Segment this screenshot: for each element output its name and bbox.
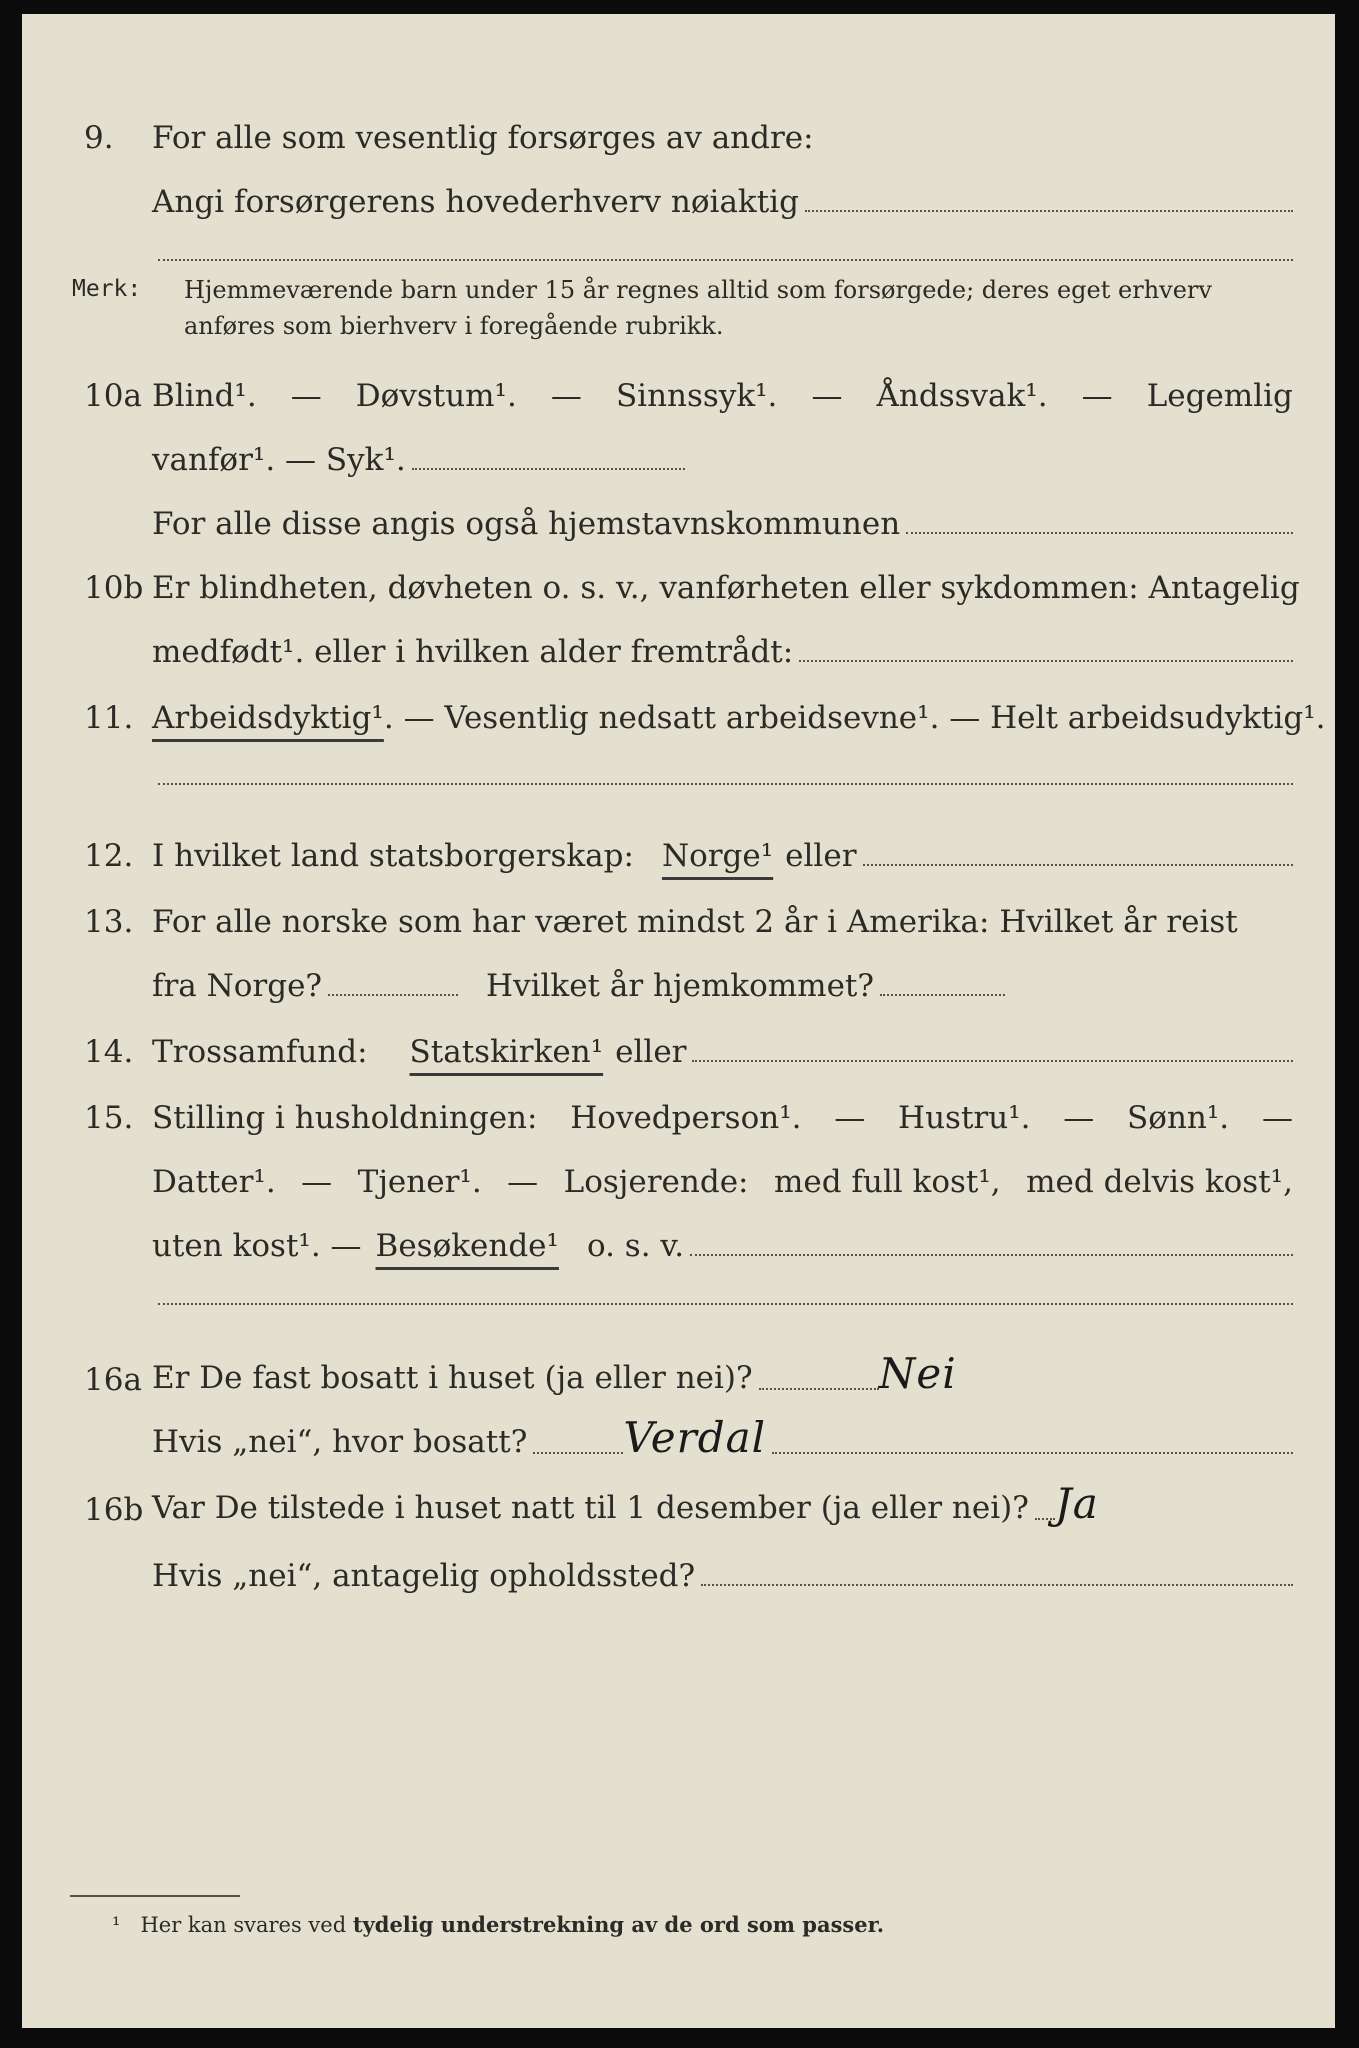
q14-line (22, 1016, 1335, 1076)
q16a-answer-field[interactable] (759, 1388, 879, 1390)
dash: — (834, 1100, 866, 1136)
q16a-line2 (22, 1408, 1335, 1468)
q15-losjerende-label: Losjerende: (563, 1164, 749, 1200)
q16a-line1 (22, 1344, 1335, 1404)
q16b-opholdssted-label: Hvis „nei“, antagelig opholdssted? (152, 1558, 696, 1594)
dash: — (550, 378, 582, 414)
opt-sonn[interactable]: Sønn¹. (1127, 1100, 1230, 1136)
q9-answer-field[interactable] (805, 210, 1293, 212)
dash: — (1063, 1100, 1095, 1136)
q9-text1 (152, 120, 1293, 156)
q16a-bosatt-field-start[interactable] (533, 1452, 623, 1454)
q13-question: For alle norske som har været mindst 2 år i Amerika: Hvilket år reist (152, 904, 1238, 940)
q16b-line2 (22, 1540, 1335, 1600)
q10a-number: 10a (84, 378, 142, 414)
merk-label: Merk: (72, 276, 142, 302)
opt-dovstum[interactable]: Døvstum¹. (355, 378, 517, 414)
q13-hjemkommet-label: Hvilket år hjemkommet? (486, 968, 875, 1004)
q16b-text1 (152, 1479, 1295, 1528)
q16b-question: Var De tilstede i huset natt til 1 desember (ja eller nei)? (152, 1490, 1029, 1526)
dash: — (301, 1164, 333, 1200)
q16a-bosatt-label: Hvis „nei“, hvor bosatt? (152, 1424, 528, 1460)
q14-other-field[interactable] (692, 1060, 1293, 1062)
dash: — (507, 1164, 539, 1200)
opt-full-kost[interactable]: med full kost¹, (773, 1164, 1001, 1200)
q15-line2 (22, 1146, 1335, 1206)
q9-label-hovederhverv: Angi forsørgerens hovederhverv nøiaktig (152, 184, 799, 220)
opt-delvis-kost[interactable]: med delvis kost¹, (1026, 1164, 1293, 1200)
q13-reist-label: fra Norge? (152, 968, 323, 1004)
q16b-opholdssted-field[interactable] (701, 1584, 1293, 1586)
opt-vanfor-syk[interactable]: vanfør¹. — Syk¹. (152, 442, 406, 478)
q10a-text3 (152, 506, 1293, 542)
q14-eller: eller (615, 1034, 687, 1070)
footnote-text-b: tydelig understrekning av de ord som passer. (352, 1912, 885, 1937)
q14-label: Trossamfund: (152, 1034, 368, 1070)
q10a-hjemstavn-field[interactable] (906, 532, 1293, 534)
opt-norge-selected[interactable]: Norge¹ (661, 838, 774, 874)
dash: — (290, 378, 322, 414)
q12-other-field[interactable] (863, 864, 1293, 866)
q16a-bosatt-field[interactable] (772, 1452, 1293, 1454)
footnote-rule (70, 1895, 240, 1897)
census-form-page (22, 14, 1335, 2028)
q13-line1 (22, 886, 1335, 946)
q10b-line2 (22, 616, 1335, 676)
q15-other-field[interactable] (690, 1254, 1293, 1256)
q13-text1 (152, 904, 1293, 940)
dash: — (811, 378, 843, 414)
merk-line1: Hjemmeværende barn under 15 år regnes alltid som forsørgede; deres eget erhverv (184, 276, 1212, 304)
q15-label: Stilling i husholdningen: (152, 1100, 538, 1136)
q12-text (152, 838, 1293, 874)
opt-datter[interactable]: Datter¹. (152, 1164, 276, 1200)
q11-text (152, 700, 1326, 736)
q10b-answer-field[interactable] (799, 660, 1293, 662)
q15-line1 (22, 1082, 1335, 1142)
q9-question: For alle som vesentlig forsørges av andre: (152, 120, 814, 156)
opt-blind[interactable]: Blind¹. (152, 378, 257, 414)
q10b-number: 10b (84, 570, 144, 606)
q10a-text2 (152, 442, 685, 478)
q10a-options (152, 378, 1293, 414)
q11-line (22, 682, 1335, 742)
q16b-answer-field[interactable] (1035, 1518, 1055, 1520)
q16a-text1 (152, 1349, 1085, 1398)
q15-text1 (152, 1100, 1293, 1136)
q11-number: 11. (84, 700, 134, 736)
q15-number: 15. (84, 1100, 134, 1136)
q14-text (152, 1034, 1293, 1070)
q9-text2 (152, 184, 1293, 220)
q16a-number: 16a (84, 1362, 142, 1398)
q13-line2 (22, 950, 1335, 1010)
q15-osv: o. s. v. (586, 1228, 685, 1264)
q10a-answer-field[interactable] (412, 468, 685, 470)
q12-number: 12. (84, 838, 134, 874)
q10a-line3 (22, 488, 1335, 548)
footnote (112, 1912, 884, 1937)
q10b-question: Er blindheten, døvheten o. s. v., vanførheten eller sykdommen: Antagelig (152, 570, 1300, 606)
q11-other-options[interactable]: . — Vesentlig nedsatt arbeidsevne¹. — Helt arbeidsudyktig¹. (383, 700, 1326, 736)
opt-uten-kost[interactable]: uten kost¹. — (152, 1228, 362, 1264)
q13-hjemkommet-field[interactable] (880, 994, 1005, 996)
footnote-mark: ¹ (112, 1913, 121, 1937)
q10b-text2 (152, 634, 1293, 670)
q10b-label: medfødt¹. eller i hvilken alder fremtrådt: (152, 634, 794, 670)
q12-line (22, 820, 1335, 880)
q13-number: 13. (84, 904, 134, 940)
opt-statskirken-selected[interactable]: Statskirken¹ (409, 1034, 604, 1070)
opt-sinnssyk[interactable]: Sinnssyk¹. (615, 378, 778, 414)
q10a-line1 (22, 360, 1335, 420)
q16b-number: 16b (84, 1492, 144, 1528)
q10b-line1 (22, 552, 1335, 612)
q12-eller: eller (785, 838, 857, 874)
merk-line2: anføres som bierhverv i foregående rubrikk. (184, 312, 724, 340)
q16a-handwritten-bosatt: Verdal (623, 1413, 767, 1462)
q13-text2 (152, 968, 1005, 1004)
q15-text2 (152, 1164, 1293, 1200)
opt-hustru[interactable]: Hustru¹. (898, 1100, 1031, 1136)
dash: — (1261, 1100, 1293, 1136)
opt-tjener[interactable]: Tjener¹. (357, 1164, 482, 1200)
q16b-line1 (22, 1474, 1335, 1534)
q16a-question: Er De fast bosatt i huset (ja eller nei)? (152, 1360, 753, 1396)
q9-line2 (22, 166, 1335, 226)
q13-reist-field[interactable] (328, 994, 458, 996)
q16b-text2 (152, 1558, 1293, 1594)
opt-andssvak[interactable]: Åndssvak¹. (876, 378, 1048, 414)
footnote-text-a: Her kan svares ved (140, 1913, 347, 1937)
q15-text3 (152, 1228, 1293, 1264)
q12-label: I hvilket land statsborgerskap: (152, 838, 634, 874)
q10a-hjemstavn-label: For alle disse angis også hjemstavnskommunen (152, 506, 901, 542)
q16a-text2 (152, 1413, 1293, 1462)
dash: — (1081, 378, 1113, 414)
q15-line3 (22, 1210, 1335, 1270)
q9-number: 9. (84, 120, 114, 156)
q16a-handwritten-answer: Nei (878, 1349, 957, 1398)
q15-extra-line (158, 1303, 1293, 1305)
opt-legemlig[interactable]: Legemlig (1146, 378, 1293, 414)
q10b-text1 (152, 570, 1300, 606)
opt-besokende-selected[interactable]: Besøkende¹ (375, 1228, 559, 1264)
q9-extra-line (158, 259, 1293, 261)
opt-arbeidsdyktig-selected[interactable]: Arbeidsdyktig¹ (152, 700, 384, 736)
q14-number: 14. (84, 1034, 134, 1070)
opt-hovedperson[interactable]: Hovedperson¹. (570, 1100, 802, 1136)
q11-extra-line (158, 783, 1293, 785)
q16b-handwritten-answer: Ja (1054, 1479, 1099, 1528)
q9-line1 (22, 102, 1335, 162)
q10a-line2 (22, 424, 1335, 484)
